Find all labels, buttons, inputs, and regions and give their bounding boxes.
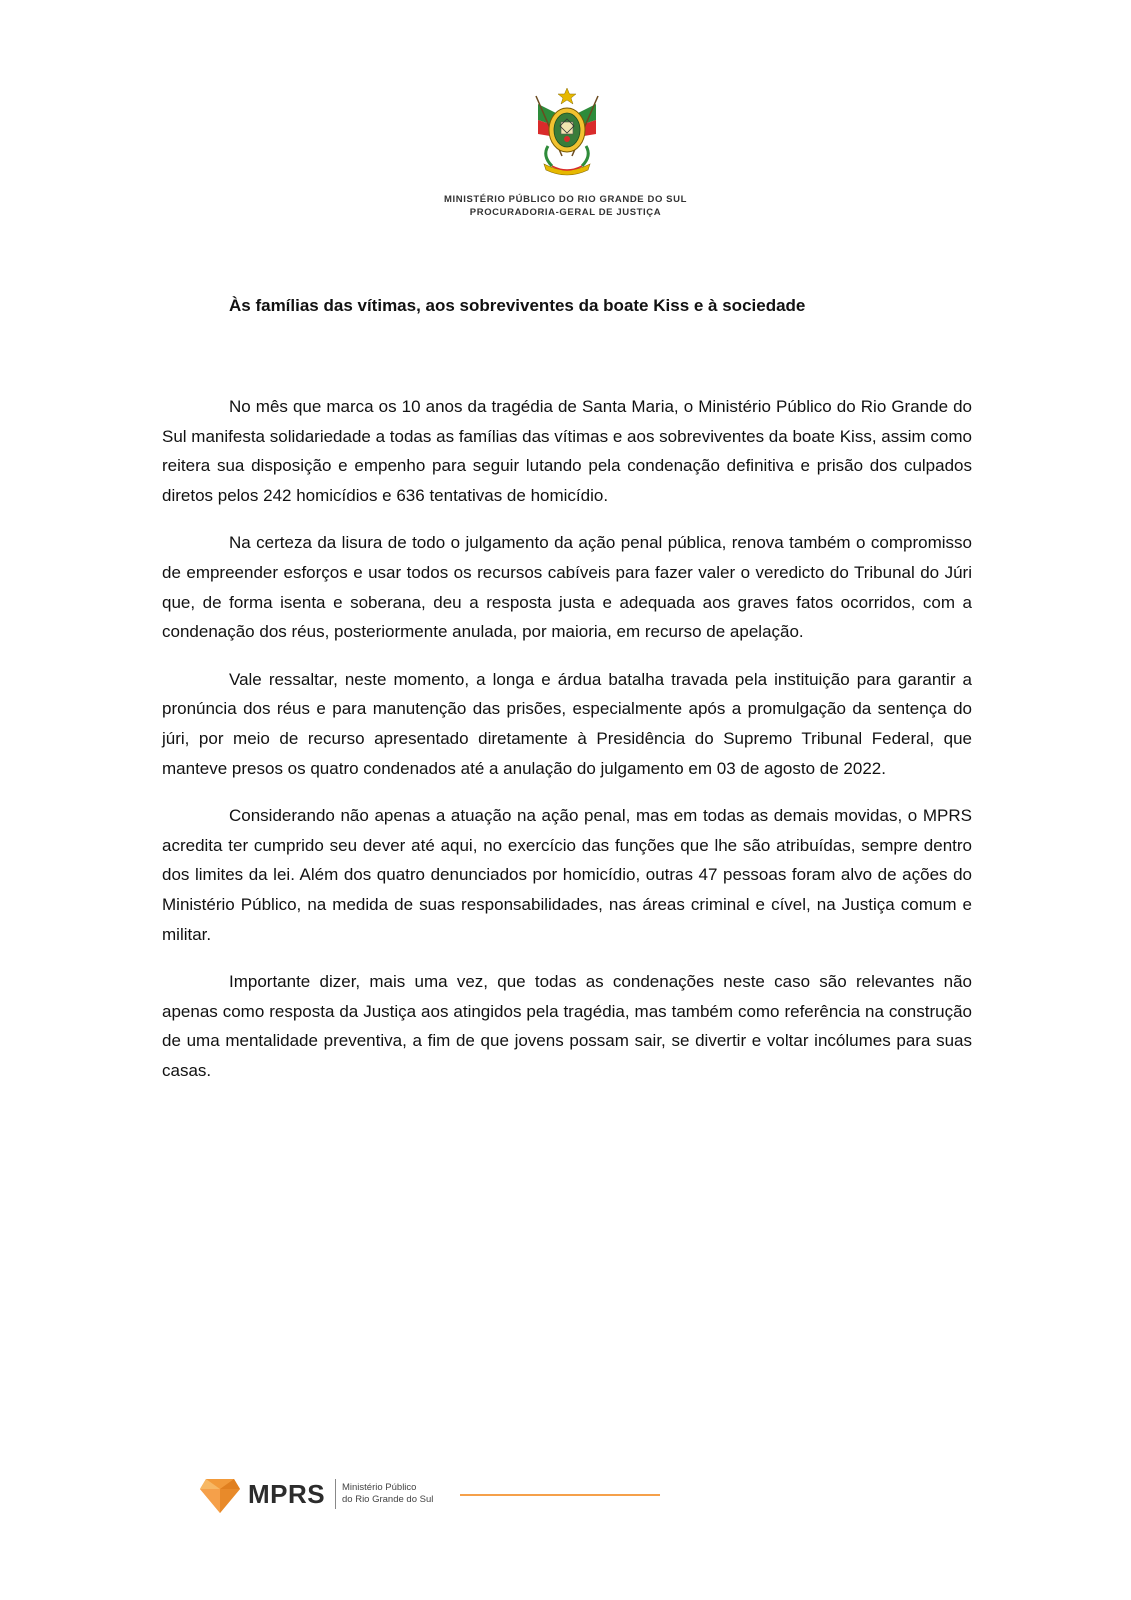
footer-institution-line-2: do Rio Grande do Sul <box>342 1494 434 1505</box>
paragraph-2: Na certeza da lisura de todo o julgamento da ação penal pública, renova também o compromisso de empreender esforços e usar todos os recursos cabíveis para fazer valer o veredicto do Tribunal do Júri que, de forma isenta e soberana, deu a resposta justa e adequada aos graves fatos ocorridos, com a condenação dos réus, posteriormente anulada, por maioria, em recurso de apelação. <box>162 533 972 642</box>
document-title: Às famílias das vítimas, aos sobreviventes da boate Kiss e à sociedade <box>229 296 806 315</box>
rio-grande-do-sul-coat-of-arms-icon <box>532 86 602 178</box>
footer-accent-line <box>460 1494 660 1496</box>
document-body <box>162 392 972 1103</box>
paragraph-4: Considerando não apenas a atuação na ação penal, mas em todas as demais movidas, o MPRS acredita ter cumprido seu dever até aqui, no exercício das funções que lhe são atribuídas, sempre dentro dos limites da lei. Além dos quatro denunciados por homicídio, outras 47 pessoas foram alvo de ações do Ministério Público, na medida de suas responsabilidades, nas áreas criminal e cível, na Justiça comum e militar. <box>162 806 972 944</box>
paragraph-1: No mês que marca os 10 anos da tragédia de Santa Maria, o Ministério Público do Rio Grande do Sul manifesta solidariedade a todas as famílias das vítimas e aos sobreviventes da boate Kiss, assim como reitera sua disposição e empenho para seguir lutando pela condenação definitiva e prisão dos culpados diretos pelos 242 homicídios e 636 tentativas de homicídio. <box>162 397 972 505</box>
paragraph-5: Importante dizer, mais uma vez, que todas as condenações neste caso são relevantes não apenas como resposta da Justiça aos atingidos pela tragédia, mas também como referência na construção de uma mentalidade preventiva, a fim de que jovens possam sair, se divertir e voltar incólumes para suas casas. <box>162 972 972 1080</box>
header-org-line-1: MINISTÉRIO PÚBLICO DO RIO GRANDE DO SUL <box>444 194 687 205</box>
footer-branding <box>200 1473 660 1517</box>
mprs-orange-diamond-logo-icon <box>200 1477 240 1513</box>
footer-separator <box>335 1479 336 1509</box>
footer-institution-line-1: Ministério Público <box>342 1482 417 1493</box>
header-org-line-2: PROCURADORIA-GERAL DE JUSTIÇA <box>469 207 662 218</box>
paragraph-3: Vale ressaltar, neste momento, a longa e árdua batalha travada pela instituição para garantir a pronúncia dos réus e para manutenção das prisões, especialmente após a promulgação da sentença do júri, por meio de recurso apresentado diretamente à Presidência do Supremo Tribunal Federal, que manteve presos os quatro condenados até a anulação do julgamento em 03 de agosto de 2022. <box>162 669 972 778</box>
footer-institution <box>342 1482 433 1506</box>
footer-mprs-wordmark: MPRS <box>248 1479 326 1509</box>
header-organization <box>0 193 1131 219</box>
